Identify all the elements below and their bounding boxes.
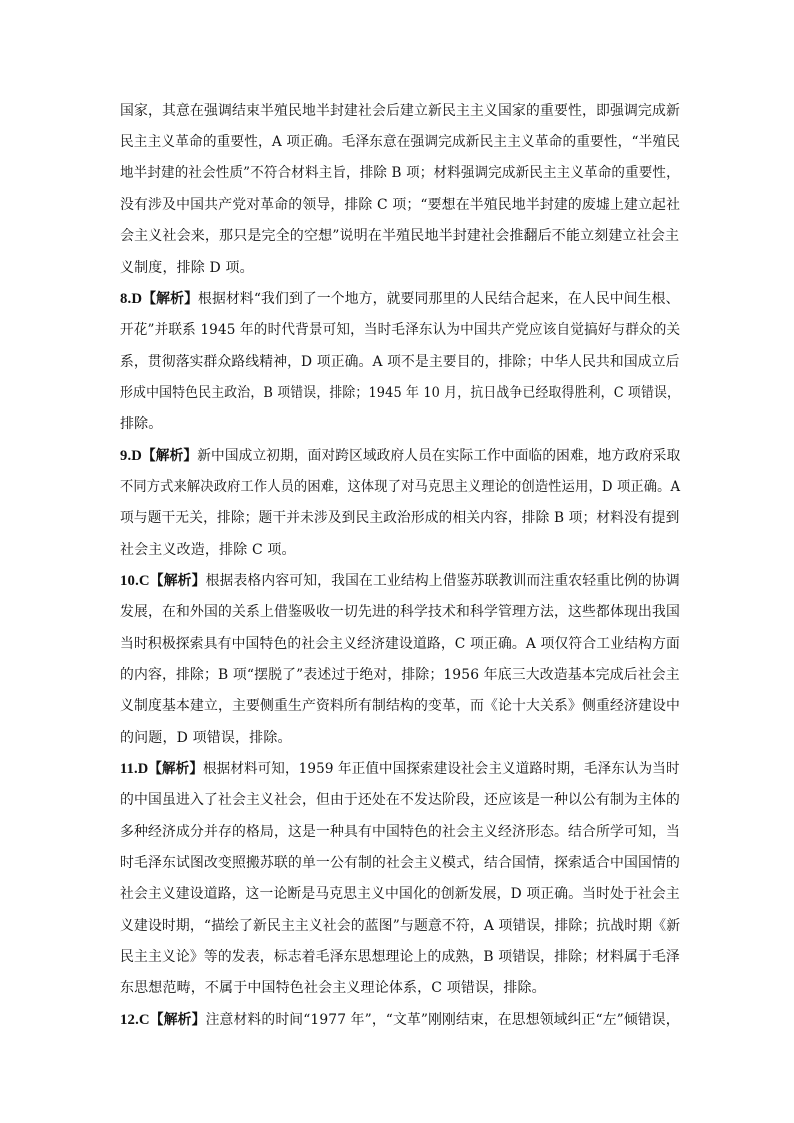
text-line: 系，贯彻落实群众路线精神，D 项正确。A 项不是主要目的，排除；中华人民共和国成立后 [120,354,680,370]
analysis-tag: 【解析】 [149,1012,206,1028]
text-line: 没有涉及中国共产党对革命的领导，排除 C 项；“要想在半殖民地半封建的废墟上建立起社 [120,197,681,213]
text-line: 不同方式来解决政府工作人员的困难，这体现了对马克思主义理论的创造性运用，D 项正确。A [120,479,681,495]
text-line: 的内容，排除；B 项“摆脱了”表述过于绝对，排除；1956 年底三大改造基本完成后社会主 [120,667,680,683]
text-line: 东思想范畴，不属于中国特色社会主义理论体系，C 项错误，排除。 [120,980,546,996]
text-line: 民主主义论》等的发表，标志着毛泽东思想理论上的成熟，B 项错误，排除；材料属于毛泽 [120,949,680,965]
text-line: 时毛泽东试图改变照搬苏联的单一公有制的社会主义模式，结合国情，探索适合中国国情的 [120,855,681,871]
text-line: 形成中国特色民主政治，B 项错误，排除；1945 年 10 月，抗日战争已经取得胜利，C 项错误， [120,385,681,401]
answer-number: 12.C [120,1012,150,1028]
text-line: 发展，在和外国的关系上借鉴吸收一切先进的科学技术和科学管理方法，这些都体现出我国 [120,604,681,620]
text-line: 会主义社会来，那只是完全的空想”说明在半殖民地半封建社会推翻后不能立刻建立社会主 [120,228,680,244]
text-line: 当时积极探索具有中国特色的社会主义经济建设道路，C 项正确。A 项仅符合工业结构方面 [120,636,681,652]
answer-number: 10.C [120,573,150,589]
text-line: 社会主义改造，排除 C 项。 [120,542,296,558]
text-line: 地半封建的社会性质”不符合材料主旨，排除 B 项；材料强调完成新民主主义革命的重要性， [120,165,680,181]
answer-12-first-line [120,1011,680,1029]
text-line: 义制度基本建立，主要侧重生产资料所有制结构的变革，而《论十大关系》侧重经济建设中 [120,698,681,714]
text-line: 民主主义革命的重要性，A 项正确。毛泽东意在强调完成新民主主义革命的重要性，“半殖民 [120,134,681,150]
text-span: 根据表格内容可知，我国在工业结构上借鉴苏联教训而注重农轻重比例的协调 [205,573,680,589]
text-span: 根据材料“我们到了一个地方，就要同那里的人民结合起来，在人民中间生根、 [198,291,680,307]
answer-number: 8.D [120,291,143,307]
answer-number: 9.D [120,448,142,464]
analysis-tag: 【解析】 [141,448,198,464]
answer-8-first-line [120,290,680,308]
text-span: 根据材料可知，1959 年正值中国探索建设社会主义道路时期，毛泽东认为当时 [203,761,680,777]
text-span: 注意材料的时间“1977 年”，“文革”刚刚结束，在思想领域纠正“左”倾错误， [205,1012,680,1028]
text-line: 国家，其意在强调结束半殖民地半封建社会后建立新民主主义国家的重要性，即强调完成新 [120,103,681,119]
text-line: 义建设时期，“描绘了新民主主义社会的蓝图”与题意不符，A 项错误，排除；抗战时期《新 [120,918,681,934]
analysis-tag: 【解析】 [142,291,199,307]
text-line: 项与题干无关，排除；题干并未涉及到民主政治形成的相关内容，排除 B 项；材料没有提到 [120,510,680,526]
answer-9-first-line [120,447,680,465]
answer-11-first-line [120,760,680,778]
text-line: 的问题，D 项错误，排除。 [120,730,292,746]
text-line: 社会主义建设道路，这一论断是马克思主义中国化的创新发展，D 项正确。当时处于社会主 [120,886,680,902]
answer-number: 11.D [120,761,149,777]
text-span: 新中国成立初期，面对跨区域政府人员在实际工作中面临的困难，地方政府采取 [197,448,681,464]
text-line: 多种经济成分并存的格局，这是一种具有中国特色的社会主义经济形态。结合所学可知，当 [120,824,681,840]
text-line: 的中国虽进入了社会主义社会，但由于还处在不发达阶段，还应该是一种以公有制为主体的 [120,792,681,808]
text-line: 开花”并联系 1945 年的时代背景可知，当时毛泽东认为中国共产党应该自觉搞好与群众的关 [120,322,681,338]
answer-10-first-line [120,572,680,590]
text-line: 义制度，排除 D 项。 [120,260,254,276]
analysis-tag: 【解析】 [149,573,206,589]
text-line: 排除。 [120,416,163,432]
analysis-tag: 【解析】 [148,761,204,777]
